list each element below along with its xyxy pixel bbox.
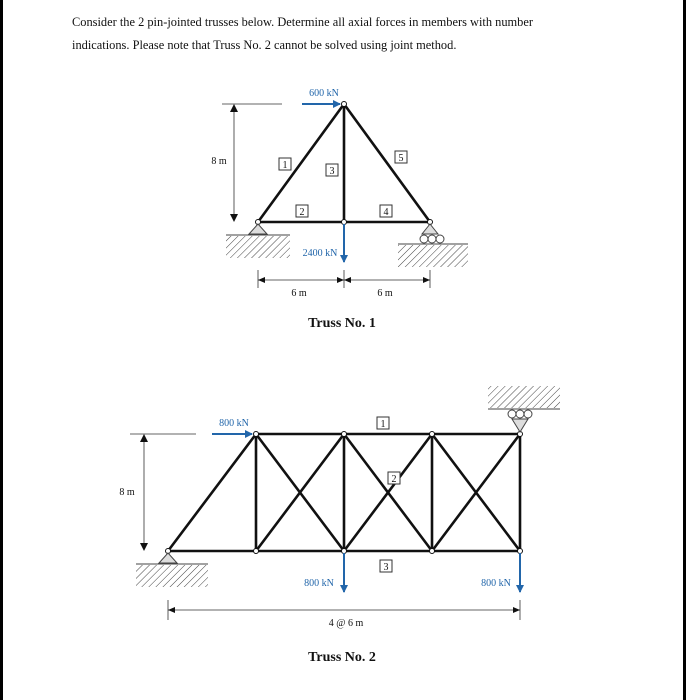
truss-1-pin-support bbox=[226, 224, 290, 258]
truss-2-height-label: 8 m bbox=[119, 487, 135, 498]
joint bbox=[430, 432, 435, 437]
truss-2-members bbox=[168, 434, 520, 551]
truss-1-span-right-label: 6 m bbox=[377, 288, 393, 299]
problem-line-1: Consider the 2 pin-jointed trusses below. Determine all axial forces in members with number bbox=[72, 15, 533, 29]
joint bbox=[430, 549, 435, 554]
truss-1-span-dimension bbox=[258, 270, 430, 299]
truss-2-load-left-label: 800 kN bbox=[219, 418, 249, 429]
truss-1-tag-4: 4 bbox=[383, 207, 389, 218]
truss-2-tag-2: 2 bbox=[391, 474, 397, 485]
truss-1-tag-2: 2 bbox=[299, 207, 305, 218]
truss-2-tag-3: 3 bbox=[383, 562, 389, 573]
truss-2-span-dimension bbox=[168, 600, 520, 629]
truss-2-pin-support bbox=[136, 553, 208, 587]
truss-2-title: Truss No. 2 bbox=[308, 650, 376, 665]
truss-1-member-1 bbox=[258, 104, 344, 222]
problem-line-2: indications. Please note that Truss No. 2 cannot be solved using joint method. bbox=[72, 38, 457, 52]
truss-2-span-label: 4 @ 6 m bbox=[328, 618, 364, 629]
truss-2 bbox=[119, 386, 560, 665]
truss-1-span-left-label: 6 m bbox=[291, 288, 307, 299]
truss-2-roller-support bbox=[488, 386, 560, 432]
truss-2-load-right-label: 800 kN bbox=[481, 578, 511, 589]
truss-1-height-label: 8 m bbox=[211, 156, 227, 167]
truss-1-load-bottom-label: 2400 kN bbox=[302, 248, 338, 259]
truss-1-tag-3: 3 bbox=[329, 166, 335, 177]
truss-1 bbox=[211, 88, 468, 331]
joint bbox=[518, 549, 523, 554]
truss-2-load-mid-label: 800 kN bbox=[304, 578, 334, 589]
truss-2-tag-1: 1 bbox=[380, 419, 386, 430]
joint bbox=[342, 102, 347, 107]
joint bbox=[254, 432, 259, 437]
truss-2-height-dimension bbox=[119, 434, 196, 551]
truss-1-title: Truss No. 1 bbox=[308, 316, 376, 331]
joint bbox=[342, 549, 347, 554]
joint bbox=[342, 432, 347, 437]
truss-2-end-diagonal bbox=[168, 434, 256, 551]
joint bbox=[254, 549, 259, 554]
truss-1-tag-5: 5 bbox=[398, 153, 404, 164]
truss-1-load-top-label: 600 kN bbox=[309, 88, 339, 99]
truss-1-member-5 bbox=[344, 104, 430, 222]
truss-1-tag-1: 1 bbox=[282, 160, 288, 171]
joint bbox=[342, 220, 347, 225]
truss-1-roller-support bbox=[398, 224, 468, 267]
